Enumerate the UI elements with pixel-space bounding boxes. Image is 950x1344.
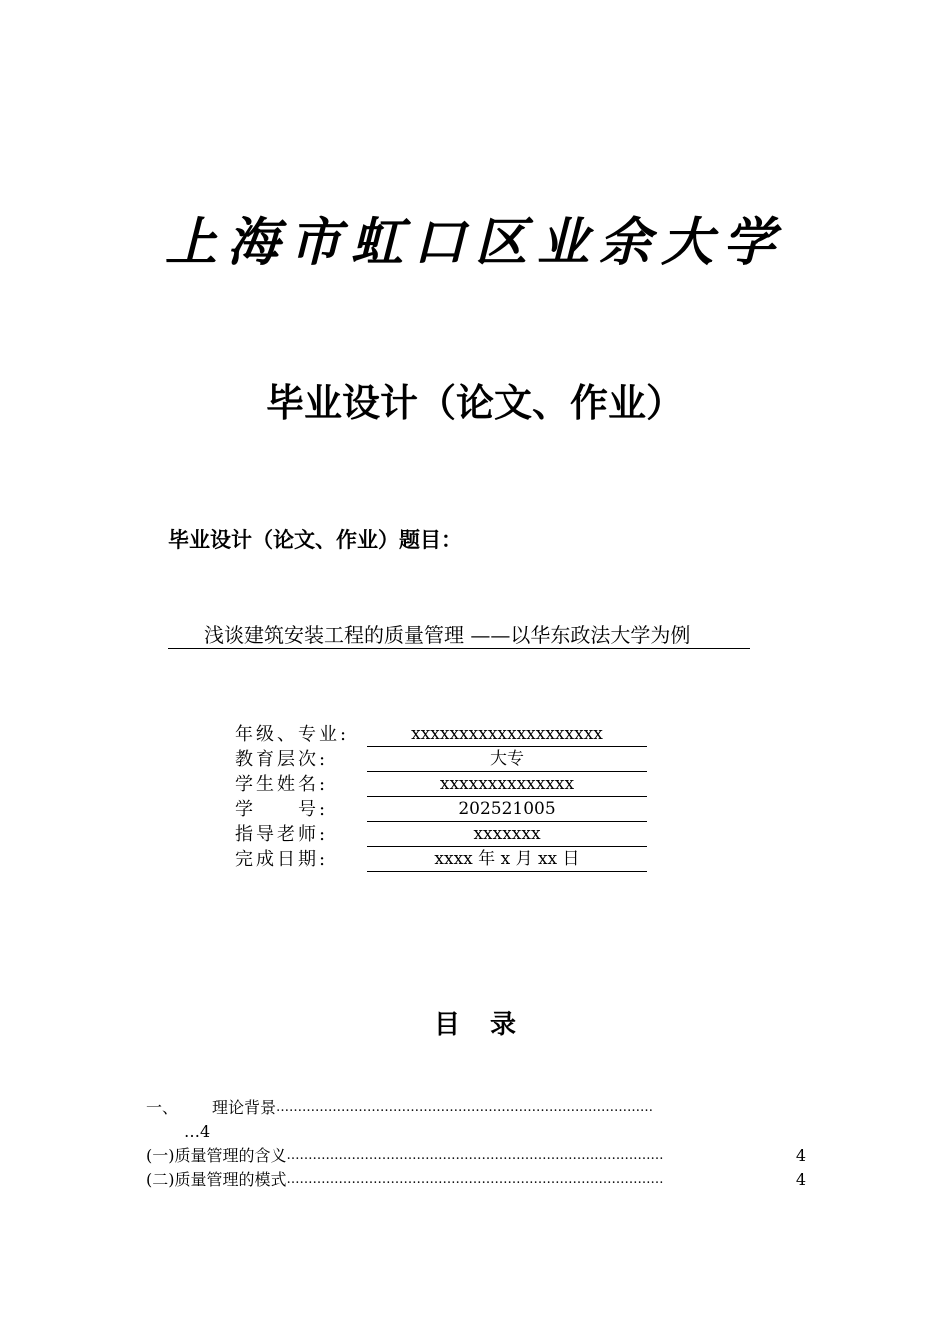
toc-item-page: 4 — [795, 1170, 806, 1189]
toc-item-page-wrap: …4 — [184, 1122, 211, 1141]
info-value: xxxxxxxxxxxxxxxxxxxx — [367, 722, 647, 747]
info-value: xxxx 年 x 月 xx 日 — [367, 847, 647, 872]
info-label: 学生姓名: — [235, 774, 329, 795]
university-name: 上海市虹口区业余大学 — [164, 213, 785, 273]
toc-item-number: (二) — [146, 1170, 175, 1189]
topic-label: 毕业设计（论文、作业）题目： — [168, 528, 462, 552]
info-value: 大专 — [367, 747, 647, 772]
info-label: 学 号: — [235, 799, 329, 820]
toc-item-page: 4 — [795, 1146, 806, 1165]
info-label: 年级、专业: — [235, 724, 350, 745]
info-label: 指导老师: — [235, 824, 329, 845]
toc-item-text: 理论背景 — [212, 1098, 277, 1117]
toc-item-number: 一、 — [146, 1098, 179, 1117]
toc-item-quality-management-mode[interactable] — [146, 1168, 806, 1192]
toc-leader-dots: …………………………………………………………………………… — [276, 1100, 654, 1115]
toc-title: 目录 — [433, 1010, 546, 1040]
info-label: 完成日期: — [235, 849, 329, 870]
topic-title: 浅谈建筑安装工程的质量管理 ——以华东政法大学为例 — [168, 622, 750, 649]
document-type-heading: 毕业设计（论文、作业） — [265, 381, 684, 425]
toc-item-quality-management-meaning[interactable] — [146, 1144, 806, 1168]
toc-item-text: 质量管理的模式 — [174, 1170, 287, 1189]
toc-item-theory-background[interactable] — [146, 1096, 806, 1120]
toc-item-text: 质量管理的含义 — [174, 1146, 287, 1165]
toc-item-number: (一) — [146, 1146, 175, 1165]
info-value: 202521005 — [367, 797, 647, 822]
toc-leader-dots: …………………………………………………………………………… — [286, 1172, 664, 1187]
info-value: xxxxxxxxxxxxxx — [367, 772, 647, 797]
table-of-contents — [146, 1096, 806, 1192]
info-value: xxxxxxx — [367, 822, 647, 847]
toc-leader-dots: …………………………………………………………………………… — [286, 1148, 664, 1163]
info-label: 教育层次: — [235, 749, 329, 770]
